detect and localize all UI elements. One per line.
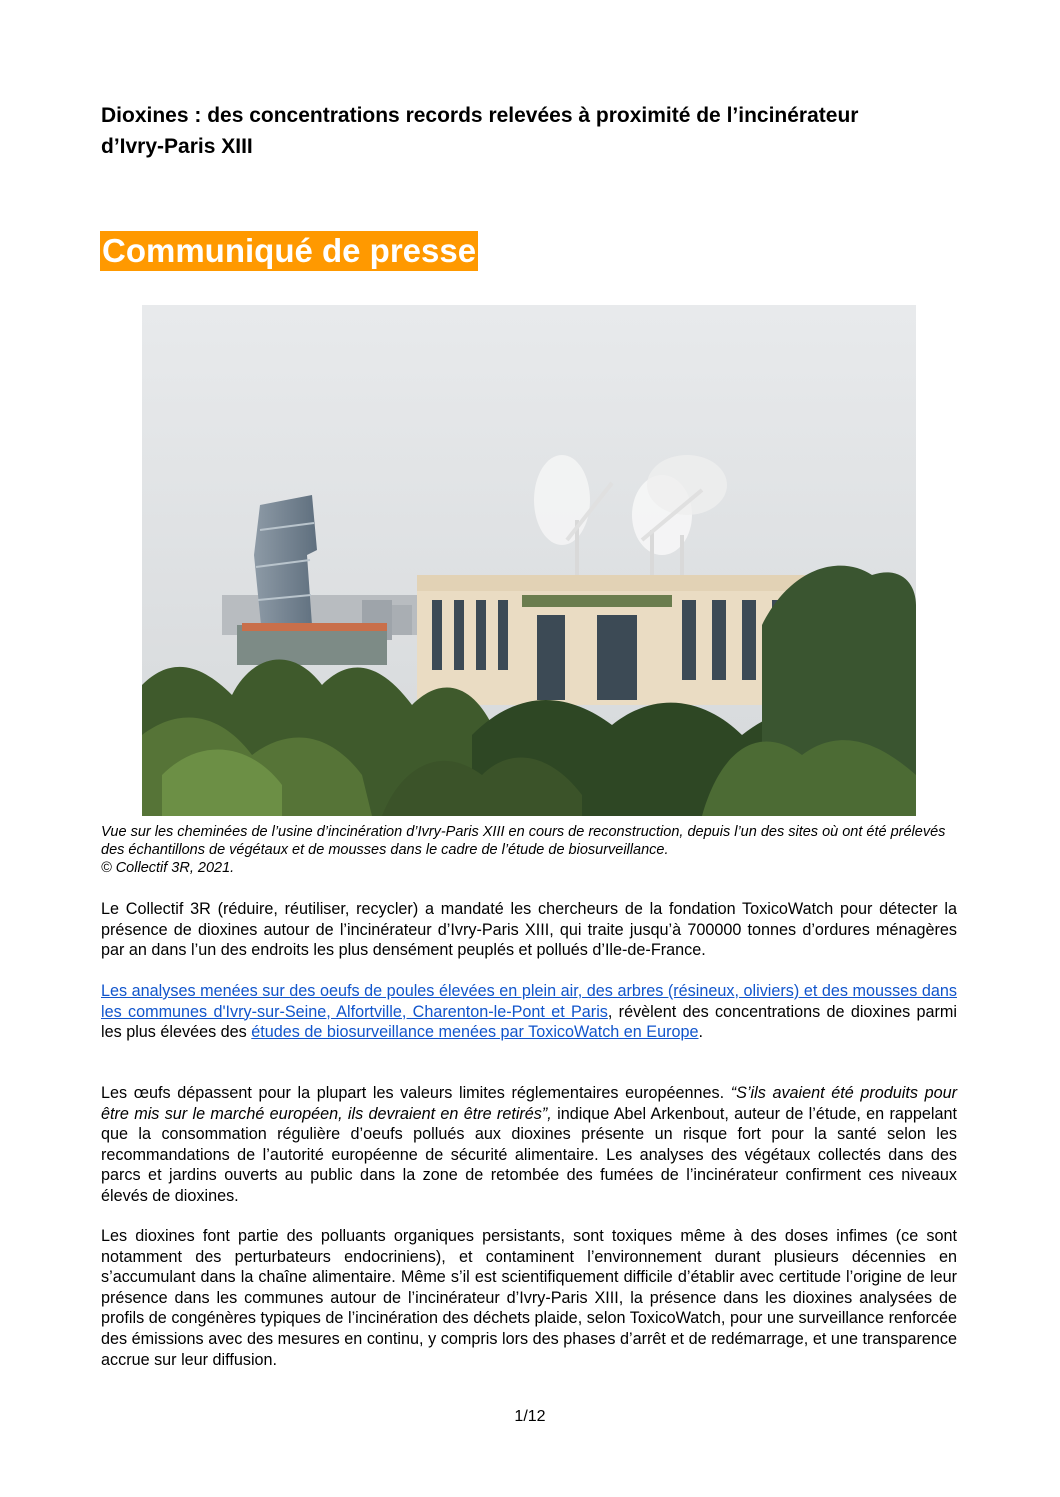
paragraph-3	[101, 1083, 957, 1207]
paragraph-2-text: , révèlent des concentrations de dioxines parmi les plus élevées des	[101, 1002, 957, 1042]
paragraph-4: Les dioxines font partie des polluants organiques persistants, sont toxiques même à des doses infimes (ce sont notamment des perturbateurs endocriniens), et contaminent l’environnement durant plusieurs décennies en s’accumulant dans la chaîne alimentaire. Même s’il est scientifiquement difficile d’établir avec certitude l’origine de leur présence dans les communes autour de l’incinérateur d’Ivry-Paris XIII, la présence dans les dioxines analysées de profils de congénères typiques de l’incinération des déchets plaide, selon ToxicoWatch, pour une surveillance renforcée des émissions avec des mesures en continu, y compris lors des phases d’arrêt et de redémarrage, et une transparence accrue sur leur diffusion.	[101, 1227, 957, 1369]
press-release-heading: Communiqué de presse	[102, 232, 477, 269]
page-number: 1/12	[514, 1408, 546, 1425]
document-title: Dioxines : des concentrations records relevées à proximité de l’incinérateur d’Ivry-Paris XIII	[101, 104, 859, 158]
biosurveillance-studies-link[interactable]: études de biosurveillance menées par ToxicoWatch en Europe	[251, 1023, 699, 1042]
paragraph-3-quote: “S’ils avaient été produits pour être mis sur le marché européen, ils devraient en être retirés”,	[101, 1084, 957, 1123]
paragraph-3-end: indique Abel Arkenbout, auteur de l’étude, en rappelant que la consommation régulière d’oeufs pollués aux dioxines présente un risque fort pour la santé selon les recommandations de l’autorité européenne de sécurité alimentaire. Les analyses des végétaux collectés dans des parcs et jardins ouverts au public dans la zone de retombée des fumées de l’incinérateur confirment ces niveaux élevés de dioxines.	[101, 1104, 957, 1205]
paragraph-2-end: .	[698, 1023, 703, 1042]
paragraph-1: Le Collectif 3R (réduire, réutiliser, recycler) a mandaté les chercheurs de la fondation ToxicoWatch pour détecter la présence de dioxines autour de l’incinérateur d’Ivry-Paris XIII, qui traite jusqu’à 700000 tonnes d’ordures ménagères par an dans l’un des endroits les plus densément peuplés et pollués d’Ile-de-France.	[101, 900, 957, 960]
caption-text: Vue sur les cheminées de l’usine d’incinération d’Ivry-Paris XIII en cours de reconstruction, depuis l’un des sites où ont été prélevés des échantillons de végétaux et de mousses dans le cadre de l’étude de biosurveillance.	[101, 824, 946, 858]
photo-caption	[101, 823, 961, 877]
paragraph-2	[101, 981, 957, 1043]
analyses-link[interactable]: Les analyses menées sur des oeufs de poules élevées en plein air, des arbres (résineux, oliviers) et des mousses dans les communes d'Ivry-sur-Seine, Alfortville, Charenton-le-Pont et Paris	[101, 982, 957, 1021]
incinerator-photo	[142, 305, 916, 816]
caption-credit: © Collectif 3R, 2021.	[101, 860, 235, 876]
paragraph-3-start: Les œufs dépassent pour la plupart les valeurs limites réglementaires européennes.	[101, 1084, 731, 1102]
